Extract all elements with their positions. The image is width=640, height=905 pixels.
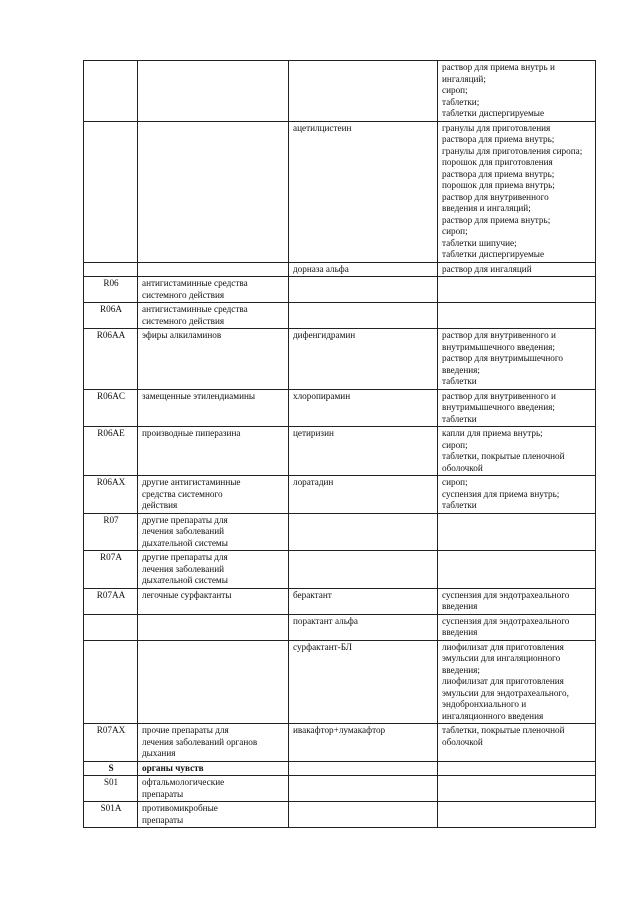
drug-name-cell [289, 389, 438, 427]
drug-name-cell [289, 551, 438, 589]
atc-code: R07AX [96, 725, 126, 735]
forms-line: таблетки диспергируемые [442, 249, 545, 259]
forms-line: оболочкой [442, 736, 483, 747]
forms-line: суспензия для эндотрахеального [442, 589, 570, 600]
group-line: средства системного [142, 488, 223, 499]
group-line: препараты [142, 788, 184, 799]
group-line: другие препараты для [142, 514, 228, 525]
group-line: системного действия [142, 315, 225, 326]
drug-line: лоратадин [293, 477, 334, 487]
group-name-cell [138, 121, 289, 262]
group-name-cell [138, 262, 289, 277]
forms-line: внутримышечного введения; [442, 402, 555, 412]
table-row [84, 776, 596, 802]
table-row [84, 802, 596, 828]
group-line: действия [142, 500, 178, 510]
atc-code-cell [84, 588, 138, 614]
group-name-cell [138, 724, 289, 762]
forms-line: внутримышечного введения; [442, 341, 555, 352]
table-row [84, 303, 596, 329]
atc-code: S01 [103, 777, 119, 787]
forms-line: эмульсии для ингаляционного [442, 653, 561, 663]
drug-name-cell [289, 802, 438, 828]
atc-code-cell [84, 476, 138, 514]
drug-name-cell [289, 761, 438, 776]
group-name-cell [138, 277, 289, 303]
table-row [84, 588, 596, 614]
group-line: органы чувств [142, 762, 204, 773]
forms-line: таблетки [442, 413, 477, 424]
atc-code-cell [84, 761, 138, 776]
group-name-cell [138, 761, 289, 776]
group-line: противомикробные [142, 803, 218, 813]
forms-line: таблетки [442, 376, 477, 386]
drug-name-cell [289, 262, 438, 277]
forms-line: раствор для внутривенного и [442, 390, 556, 401]
dosage-forms-cell [438, 588, 596, 614]
group-line: лечения заболеваний органов [142, 736, 258, 747]
group-name-cell [138, 303, 289, 329]
forms-line: введения и ингаляций; [442, 203, 531, 213]
atc-code: S01A [100, 803, 122, 813]
atc-code-cell [84, 427, 138, 476]
group-line: производные пиперазина [142, 428, 241, 438]
group-line: препараты [142, 814, 184, 825]
forms-line: гранулы для приготовления [442, 122, 551, 133]
table-row [84, 513, 596, 551]
table-row [84, 427, 596, 476]
forms-line: оболочкой [442, 462, 483, 473]
forms-line: суспензия для приема внутрь; [442, 488, 560, 499]
forms-line: лиофилизат для приготовления [442, 676, 564, 686]
drug-name-cell [289, 776, 438, 802]
atc-code-cell [84, 121, 138, 262]
atc-code-cell [84, 640, 138, 724]
forms-line: раствора для приема внутрь; [442, 168, 555, 179]
forms-line: таблетки диспергируемые [442, 108, 545, 118]
drug-line: сурфактант-БЛ [293, 641, 352, 652]
dosage-forms-cell [438, 513, 596, 551]
drug-name-cell [289, 303, 438, 329]
table-row [84, 614, 596, 640]
forms-line: суспензия для эндотрахеального [442, 615, 570, 626]
atc-code-cell [84, 724, 138, 762]
drug-line: хлоропирамин [293, 390, 351, 401]
group-line: другие антигистаминные [142, 477, 241, 487]
atc-code-cell [84, 262, 138, 277]
atc-code: R07AA [96, 589, 126, 600]
group-line: дыхательной системы [142, 575, 228, 585]
group-line: офтальмологические [142, 777, 225, 787]
group-name-cell [138, 588, 289, 614]
forms-line: таблетки; [442, 96, 480, 107]
forms-line: сироп; [442, 477, 468, 487]
atc-code-cell [84, 614, 138, 640]
group-line: лечения заболеваний [142, 563, 225, 574]
table-row [84, 329, 596, 390]
atc-code: S [108, 762, 114, 773]
group-line: легочные сурфактанты [142, 589, 232, 600]
atc-code-cell [84, 329, 138, 390]
dosage-forms-cell [438, 476, 596, 514]
forms-line: раствор для внутримышечного [442, 353, 563, 363]
drug-name-cell [289, 121, 438, 262]
drug-line: берактант [293, 589, 332, 600]
forms-line: ингаляционного введения [442, 710, 544, 721]
table-row [84, 277, 596, 303]
forms-line: введения [442, 601, 478, 611]
forms-line: лиофилизат для приготовления [442, 641, 564, 652]
forms-line: порошок для приготовления [442, 157, 553, 167]
drug-name-cell [289, 427, 438, 476]
forms-line: ингаляций; [442, 73, 486, 84]
atc-code-cell [84, 61, 138, 122]
dosage-forms-cell [438, 427, 596, 476]
forms-line: раствор для приема внутрь; [442, 214, 551, 225]
group-name-cell [138, 476, 289, 514]
forms-line: порошок для приема внутрь; [442, 180, 555, 190]
forms-line: таблетки, покрытые пленочной [442, 451, 565, 461]
atc-code-cell [84, 277, 138, 303]
dosage-forms-cell [438, 389, 596, 427]
dosage-forms-cell [438, 761, 596, 776]
group-line: антигистаминные средства [142, 278, 248, 288]
group-name-cell [138, 551, 289, 589]
forms-line: раствор для приема внутрь и [442, 62, 555, 72]
forms-line: введения; [442, 364, 480, 375]
drug-name-cell [289, 640, 438, 724]
dosage-forms-cell [438, 802, 596, 828]
group-name-cell [138, 389, 289, 427]
table-row [84, 640, 596, 724]
group-name-cell [138, 61, 289, 122]
table-row [84, 262, 596, 277]
atc-code-cell [84, 513, 138, 551]
forms-line: эмульсии для эндотрахеального, [442, 687, 569, 698]
atc-code: R06 [103, 278, 119, 288]
atc-code-cell [84, 389, 138, 427]
group-name-cell [138, 329, 289, 390]
atc-code: R06AX [96, 477, 126, 487]
atc-code-cell [84, 303, 138, 329]
group-line: эфиры алкиламинов [142, 330, 222, 340]
drug-line: дорназа альфа [293, 263, 349, 274]
atc-code: R06AE [97, 428, 125, 438]
drug-name-cell [289, 614, 438, 640]
drug-name-cell [289, 476, 438, 514]
atc-code: R06A [100, 304, 122, 314]
table-row [84, 761, 596, 776]
drug-name-cell [289, 724, 438, 762]
drug-name-cell [289, 329, 438, 390]
forms-line: раствор для внутривенного [442, 191, 549, 202]
group-line: антигистаминные средства [142, 304, 248, 314]
group-line: прочие препараты для [142, 725, 229, 735]
atc-code: R06AC [96, 390, 126, 401]
drug-line: порактант альфа [293, 615, 358, 626]
drug-name-cell [289, 277, 438, 303]
drug-name-cell [289, 61, 438, 122]
forms-line: таблетки, покрытые пленочной [442, 725, 565, 735]
forms-line: гранулы для приготовления сиропа; [442, 145, 583, 156]
forms-line: сироп; [442, 439, 468, 450]
forms-line: раствор для внутривенного и [442, 330, 556, 340]
drug-name-cell [289, 513, 438, 551]
group-name-cell [138, 614, 289, 640]
dosage-forms-cell [438, 329, 596, 390]
forms-line: таблетки [442, 500, 477, 510]
forms-line: введения [442, 627, 478, 637]
forms-line: введения; [442, 664, 480, 675]
dosage-forms-cell [438, 262, 596, 277]
atc-code-cell [84, 776, 138, 802]
drug-line: ацетилцистеин [293, 122, 352, 133]
group-line: системного действия [142, 289, 225, 300]
table-row [84, 61, 596, 122]
table-row [84, 121, 596, 262]
group-line: дыхательной системы [142, 537, 228, 548]
dosage-forms-cell [438, 551, 596, 589]
atc-code: R07 [103, 514, 119, 525]
dosage-forms-cell [438, 776, 596, 802]
drug-name-cell [289, 588, 438, 614]
drug-classification-table [83, 60, 596, 828]
dosage-forms-cell [438, 614, 596, 640]
group-line: другие препараты для [142, 552, 228, 562]
table-row [84, 551, 596, 589]
dosage-forms-cell [438, 640, 596, 724]
table-row [84, 389, 596, 427]
atc-code-cell [84, 802, 138, 828]
group-name-cell [138, 776, 289, 802]
dosage-forms-cell [438, 61, 596, 122]
group-line: лечения заболеваний [142, 526, 225, 536]
drug-line: дифенгидрамин [293, 330, 356, 340]
group-name-cell [138, 427, 289, 476]
forms-line: раствора для приема внутрь; [442, 134, 555, 144]
atc-code-cell [84, 551, 138, 589]
table-body [84, 61, 596, 828]
forms-line: капли для приема внутрь; [442, 428, 543, 438]
table-row [84, 724, 596, 762]
forms-line: сироп; [442, 85, 468, 95]
table-row [84, 476, 596, 514]
dosage-forms-cell [438, 277, 596, 303]
drug-line: ивакафтор+лумакафтор [293, 725, 386, 735]
group-name-cell [138, 802, 289, 828]
dosage-forms-cell [438, 724, 596, 762]
group-name-cell [138, 513, 289, 551]
group-line: дыхания [142, 748, 176, 758]
dosage-forms-cell [438, 303, 596, 329]
forms-line: сироп; [442, 226, 468, 236]
atc-code: R06AA [96, 330, 126, 340]
forms-line: эндобронхиального и [442, 699, 527, 709]
group-line: замещенные этилендиамины [142, 390, 256, 401]
forms-line: раствор для ингаляций [442, 263, 532, 274]
drug-line: цетиризин [293, 428, 334, 438]
group-name-cell [138, 640, 289, 724]
dosage-forms-cell [438, 121, 596, 262]
forms-line: таблетки шипучие; [442, 237, 517, 248]
atc-code: R07A [100, 552, 122, 562]
